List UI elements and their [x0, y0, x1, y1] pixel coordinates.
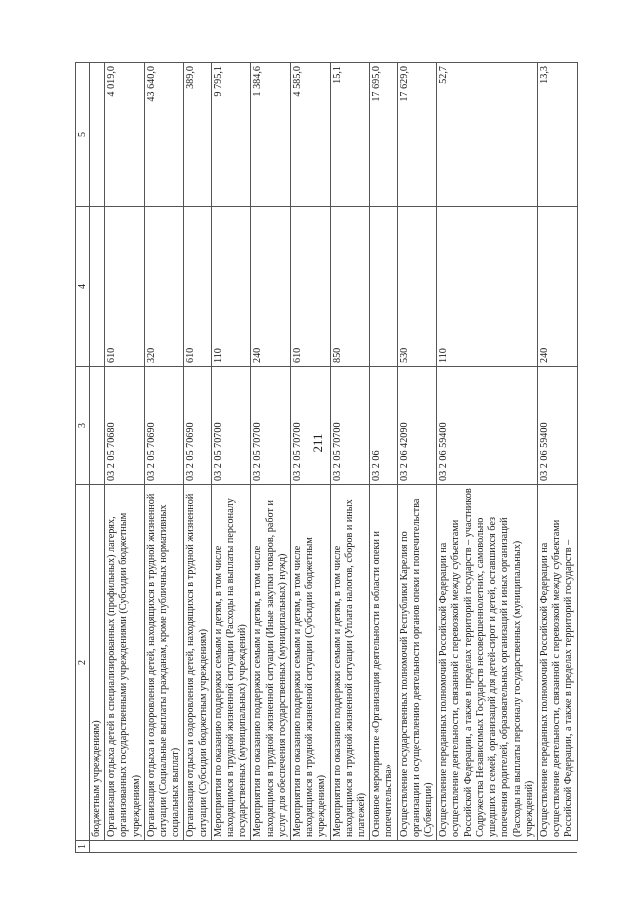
- page-number: 211: [310, 433, 325, 453]
- row-code-cell: 03 2 06 59400: [437, 367, 538, 485]
- column-header-3: 3: [76, 367, 90, 485]
- row-name-cell: Осуществление переданных полномочий Российской Федерации на осуществление деятельности, связанной с перевозкой между субъектами Российской Федерации, а также в пределах территорий государств –: [537, 485, 577, 841]
- row-code-cell: 03 2 05 70700: [251, 367, 291, 485]
- row-name-cell: Мероприятия по оказанию поддержки семьям и детям, в том числе находящимся в трудной жизненной ситуации (Иные закупки товаров, работ и услуг для обеспечения государственных (муниципальных) нужд): [251, 485, 291, 841]
- row-code-cell: 03 2 06 59400: [537, 367, 577, 485]
- row-number-cell: [370, 841, 397, 853]
- table-row: [397, 63, 437, 853]
- table-row: [437, 63, 538, 853]
- row-name-cell: Мероприятия по оказанию поддержки семьям и детям, в том числе находящимся в трудной жизненной ситуации (Уплата налогов, сборов и иных платежей): [330, 485, 370, 841]
- row-name-cell: Мероприятия по оказанию поддержки семьям и детям, в том числе находящимся в трудной жизненной ситуации (Субсидии бюджетным учреждениям): [291, 485, 331, 841]
- table-wrapper: [75, 63, 575, 853]
- row-type-cell: [90, 207, 105, 367]
- row-number-cell: [537, 841, 577, 853]
- row-code-cell: [90, 367, 105, 485]
- row-type-cell: 240: [251, 207, 291, 367]
- budget-table: [75, 62, 578, 853]
- column-header-5: 5: [76, 63, 90, 207]
- row-type-cell: 110: [211, 207, 251, 367]
- row-number-cell: [291, 841, 331, 853]
- row-amount-cell: 17 629,0: [397, 63, 437, 207]
- table-row: [144, 63, 184, 853]
- row-code-cell: 03 2 05 70690: [184, 367, 211, 485]
- row-amount-cell: 17 695,0: [370, 63, 397, 207]
- row-code-cell: 03 2 06: [370, 367, 397, 485]
- row-code-cell: 03 2 05 70700: [211, 367, 251, 485]
- table-header-row: [76, 63, 90, 853]
- row-number-cell: [251, 841, 291, 853]
- table-row: [370, 63, 397, 853]
- row-code-cell: 03 2 06 42090: [397, 367, 437, 485]
- row-amount-cell: 4 585,0: [291, 63, 331, 207]
- table-row: [537, 63, 577, 853]
- table-row: [184, 63, 211, 853]
- table-row: [251, 63, 291, 853]
- row-number-cell: [211, 841, 251, 853]
- row-type-cell: 610: [291, 207, 331, 367]
- row-name-cell: Организация отдыха и оздоровления детей, находящихся в трудной жизненной ситуации (Социальные выплаты гражданам, кроме публичных нормативных социальных выплат): [144, 485, 184, 841]
- row-type-cell: 240: [537, 207, 577, 367]
- row-type-cell: 320: [144, 207, 184, 367]
- row-name-cell: Осуществление государственных полномочий Республики Карелия по организации и осуществлению деятельности органов опеки и попечительства (Субвенции): [397, 485, 437, 841]
- row-type-cell: 610: [105, 207, 145, 367]
- row-code-cell: 03 2 05 70690: [144, 367, 184, 485]
- row-type-cell: 850: [330, 207, 370, 367]
- row-amount-cell: 9 795,1: [211, 63, 251, 207]
- column-header-1: 1: [76, 841, 90, 853]
- row-number-cell: [397, 841, 437, 853]
- row-type-cell: 530: [397, 207, 437, 367]
- row-type-cell: 110: [437, 207, 538, 367]
- table-row: [330, 63, 370, 853]
- row-number-cell: [330, 841, 370, 853]
- rotated-table-container: [75, 63, 575, 853]
- table-body: [90, 63, 578, 853]
- row-name-cell: Мероприятия по оказанию поддержки семьям и детям, в том числе находящимся в трудной жизненной ситуации (Расходы на выплаты персоналу государственных (муниципальных) учреждений): [211, 485, 251, 841]
- table-row: [211, 63, 251, 853]
- row-amount-cell: [90, 63, 105, 207]
- row-name-cell: бюджетным учреждениям): [90, 485, 105, 841]
- row-number-cell: [90, 841, 105, 853]
- row-number-cell: [144, 841, 184, 853]
- row-name-cell: Основное мероприятие «Организация деятельности в области опеки и попечительства»: [370, 485, 397, 841]
- row-name-cell: Осуществление переданных полномочий Российской Федерации на осуществление деятельности, связанной с перевозкой между субъектами Российской Федерации, а также в пределах территорий государств – участников Содружества Независимых Государств несовершеннолетних, самовольно ушедших из семей, организаций для детей-сирот и детей, оставшихся без попечения родителей, образовательных организаций и иных организаций (Расходы на выплаты персоналу государственных (муниципальных) учреждений): [437, 485, 538, 841]
- row-amount-cell: 4 019,0: [105, 63, 145, 207]
- row-code-cell: 03 2 05 70680: [105, 367, 145, 485]
- row-type-cell: [370, 207, 397, 367]
- table-row: [291, 63, 331, 853]
- row-code-cell: 03 2 05 70700: [291, 367, 331, 485]
- row-type-cell: 610: [184, 207, 211, 367]
- table-row: [90, 63, 105, 853]
- row-name-cell: Организация отдыха и оздоровления детей, находящихся в трудной жизненной ситуации (Субсидии бюджетным учреждениям): [184, 485, 211, 841]
- row-number-cell: [184, 841, 211, 853]
- row-name-cell: Организация отдыха детей в специализированных (профильных) лагерях, организованных государственными учреждениями (Субсидии бюджетным учреждениям): [105, 485, 145, 841]
- row-number-cell: [105, 841, 145, 853]
- row-amount-cell: 15,1: [330, 63, 370, 207]
- row-amount-cell: 43 640,0: [144, 63, 184, 207]
- column-header-2: 2: [76, 485, 90, 841]
- row-code-cell: 03 2 05 70700: [330, 367, 370, 485]
- row-amount-cell: 1 384,6: [251, 63, 291, 207]
- row-amount-cell: 52,7: [437, 63, 538, 207]
- column-header-4: 4: [76, 207, 90, 367]
- table-row: [105, 63, 145, 853]
- row-number-cell: [437, 841, 538, 853]
- row-amount-cell: 13,3: [537, 63, 577, 207]
- row-amount-cell: 389,0: [184, 63, 211, 207]
